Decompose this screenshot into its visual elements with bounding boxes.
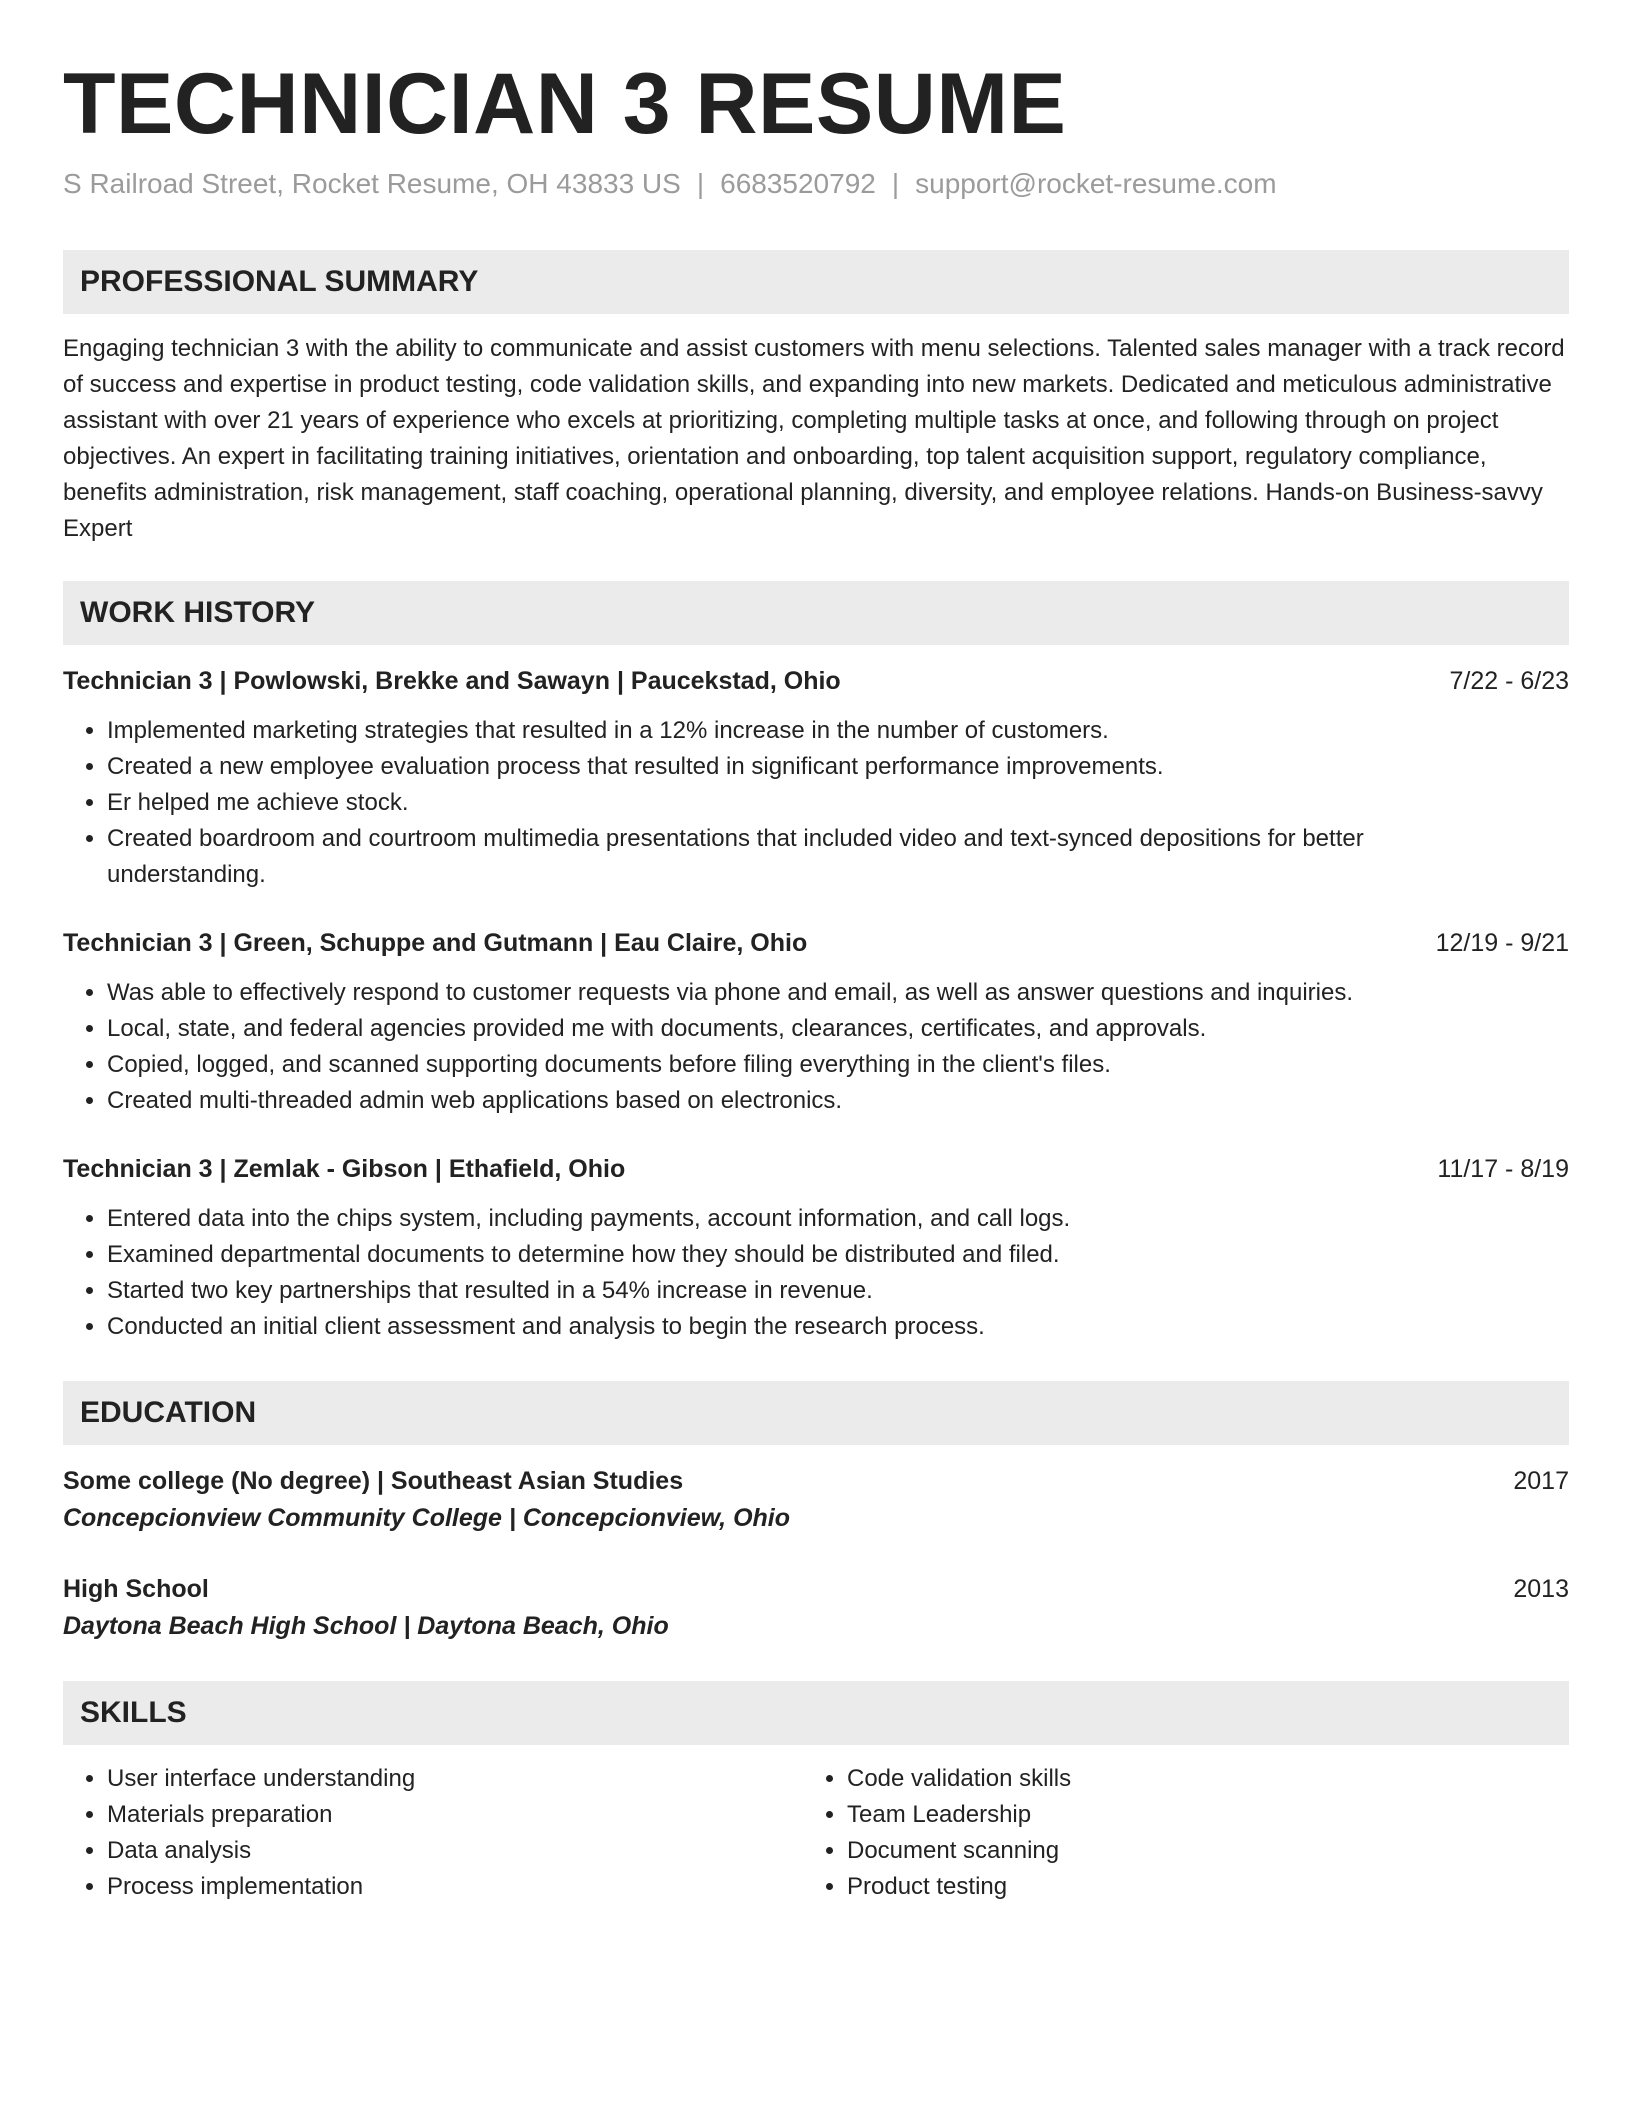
education-school: Concepcionview Community College | Concepcionview, Ohio [63, 1504, 791, 1532]
job-bullet: • Copied, logged, and scanned supporting documents before filing everything in the client's files. [107, 1047, 1569, 1083]
education-heading-row [63, 1571, 1569, 1607]
education-heading-row [63, 1463, 1569, 1499]
contact-line [63, 166, 1569, 202]
education-school: Daytona Beach High School | Daytona Beach, Ohio [63, 1612, 669, 1640]
job-bullet: • Started two key partnerships that resulted in a 54% increase in revenue. [107, 1273, 1569, 1309]
job-dates: 7/22 - 6/23 [1449, 667, 1569, 695]
job-heading-row [63, 663, 1569, 699]
job-title: Technician 3 | Powlowski, Brekke and Sawayn | Paucekstad, Ohio [63, 667, 841, 695]
contact-separator: | [696, 168, 705, 199]
section-header-skills: SKILLS [63, 1681, 1569, 1745]
skill-item: • Data analysis [107, 1833, 803, 1869]
education-entry [63, 1571, 1569, 1645]
job-dates: 11/17 - 8/19 [1437, 1155, 1569, 1183]
job-bullet: • Local, state, and federal agencies provided me with documents, clearances, certificates, and approvals. [107, 1011, 1569, 1047]
job-bullets [63, 713, 1569, 893]
education-year: 2017 [1513, 1467, 1569, 1495]
skill-item: • User interface understanding [107, 1761, 803, 1797]
job-entry [63, 663, 1569, 893]
job-bullet: • Entered data into the chips system, including payments, account information, and call logs. [107, 1201, 1569, 1237]
resume-title: TECHNICIAN 3 RESUME [63, 56, 1067, 152]
job-bullet: • Er helped me achieve stock. [107, 785, 1569, 821]
job-bullets [63, 1201, 1569, 1345]
job-entry [63, 1151, 1569, 1345]
contact-phone: 6683520792 [720, 168, 876, 199]
job-bullet: • Created a new employee evaluation process that resulted in significant performance improvements. [107, 749, 1569, 785]
contact-email: support@rocket-resume.com [915, 168, 1277, 199]
section-header-work-history: WORK HISTORY [63, 581, 1569, 645]
job-bullet: • Conducted an initial client assessment and analysis to begin the research process. [107, 1309, 1569, 1345]
job-entry [63, 925, 1569, 1119]
job-title: Technician 3 | Green, Schuppe and Gutmann | Eau Claire, Ohio [63, 929, 808, 957]
education-year: 2013 [1513, 1575, 1569, 1603]
skills-column-left [63, 1761, 803, 1905]
education-entry [63, 1463, 1569, 1537]
job-bullet: • Implemented marketing strategies that resulted in a 12% increase in the number of customers. [107, 713, 1569, 749]
skill-item: • Code validation skills [847, 1761, 1543, 1797]
skill-item: • Process implementation [107, 1869, 803, 1905]
summary-text: Engaging technician 3 with the ability to communicate and assist customers with menu selections. Talented sales manager with a track record of success and expertise in product testing, code validation skills, and expanding into new markets. Dedicated and meticulous administrative assistant with over 21 years of experience who excels at prioritizing, completing multiple tasks at once, and following through on project objectives. An expert in facilitating training initiatives, orientation and onboarding, top talent acquisition support, regulatory compliance, benefits administration, risk management, staff coaching, operational planning, diversity, and employee relations. Hands-on Business-savvy Expert [63, 335, 1565, 542]
job-bullet: • Was able to effectively respond to customer requests via phone and email, as well as answer questions and inquiries. [107, 975, 1569, 1011]
skills-column-right [803, 1761, 1543, 1905]
job-bullet: • Created multi-threaded admin web applications based on electronics. [107, 1083, 1569, 1119]
job-heading-row [63, 1151, 1569, 1187]
job-bullet: • Created boardroom and courtroom multimedia presentations that included video and text-synced depositions for better understanding. [107, 821, 1569, 893]
section-header-summary: PROFESSIONAL SUMMARY [63, 250, 1569, 314]
education-degree: High School [63, 1575, 209, 1603]
job-bullet: • Examined departmental documents to determine how they should be distributed and filed. [107, 1237, 1569, 1273]
skill-item: • Product testing [847, 1869, 1543, 1905]
skills-list [63, 1761, 1569, 1905]
skill-item: • Materials preparation [107, 1797, 803, 1833]
section-header-education: EDUCATION [63, 1381, 1569, 1445]
job-title: Technician 3 | Zemlak - Gibson | Ethafield, Ohio [63, 1155, 626, 1183]
skill-item: • Document scanning [847, 1833, 1543, 1869]
skill-item: • Team Leadership [847, 1797, 1543, 1833]
job-bullets [63, 975, 1569, 1119]
contact-separator: | [891, 168, 900, 199]
education-degree: Some college (No degree) | Southeast Asian Studies [63, 1467, 684, 1495]
job-heading-row [63, 925, 1569, 961]
job-dates: 12/19 - 9/21 [1435, 929, 1569, 957]
contact-address: S Railroad Street, Rocket Resume, OH 43833 US [63, 168, 681, 199]
